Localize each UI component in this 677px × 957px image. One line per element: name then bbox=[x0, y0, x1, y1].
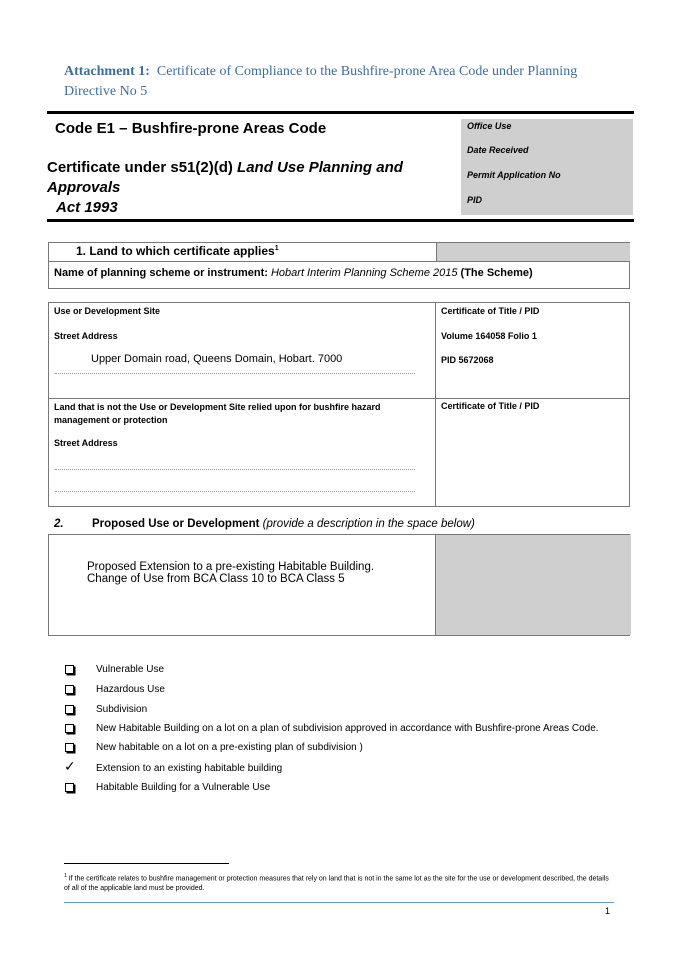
footer-rule bbox=[64, 902, 614, 903]
page-number: 1 bbox=[605, 906, 611, 916]
street-address-line bbox=[55, 373, 415, 374]
volume-folio-value: Volume 164058 Folio 1 bbox=[441, 331, 537, 341]
other-street-label: Street Address bbox=[54, 438, 118, 448]
checkbox-empty-icon[interactable] bbox=[65, 685, 74, 694]
pid-value: PID 5672068 bbox=[441, 355, 494, 365]
checkmark-icon[interactable]: ✓ bbox=[64, 758, 76, 774]
checklist-label: Hazardous Use bbox=[96, 684, 165, 695]
checkbox-empty-icon[interactable] bbox=[65, 665, 74, 674]
footnote bbox=[64, 871, 609, 894]
section2-line2: Change of Use from BCA Class 10 to BCA Class 5 bbox=[87, 573, 345, 585]
permit-application-label: Permit Application No bbox=[467, 170, 561, 180]
section2-hint: (provide a description in the space below) bbox=[262, 518, 475, 530]
section2-line1: Proposed Extension to a pre-existing Habitable Building. bbox=[87, 561, 375, 573]
cert-act-line2: Act 1993 bbox=[56, 199, 118, 216]
top-rule bbox=[47, 111, 634, 114]
office-pid-label: PID bbox=[467, 195, 483, 205]
section1-divider bbox=[49, 261, 629, 262]
site-row-divider bbox=[49, 398, 629, 399]
section1-col-divider bbox=[436, 243, 437, 261]
checkbox-empty-icon[interactable] bbox=[65, 783, 74, 792]
date-received-label: Date Received bbox=[467, 145, 529, 155]
office-use-title: Office Use bbox=[467, 121, 512, 131]
cert-act-line1: Land Use Planning and Approvals bbox=[47, 159, 403, 196]
certificate-title bbox=[47, 158, 452, 218]
checklist-item-hazardous-use[interactable] bbox=[64, 682, 664, 700]
other-street-line-1 bbox=[55, 469, 415, 470]
attachment-title: Certificate of Compliance to the Bushfire-prone Area Code under Planning Directive No 5 bbox=[64, 64, 578, 99]
street-address-label: Street Address bbox=[54, 331, 118, 341]
site-table bbox=[48, 302, 630, 507]
checklist-item-extension[interactable] bbox=[64, 758, 664, 779]
site-col-divider bbox=[435, 303, 436, 506]
street-address-value: Upper Domain road, Queens Domain, Hobart. 7000 bbox=[91, 353, 343, 365]
section2-box bbox=[48, 534, 630, 636]
section1-box bbox=[48, 242, 630, 289]
footnote-text: If the certificate relates to bushfire management or protection measures that rely on land that is not in the same lot as the site for the use or development described, the details of all of the applicable land must be provided. bbox=[64, 875, 609, 893]
section2-description bbox=[87, 561, 374, 585]
scheme-label: Name of planning scheme or instrument: bbox=[54, 267, 271, 279]
scheme-suffix: (The Scheme) bbox=[457, 267, 533, 279]
footnote-separator bbox=[64, 863, 229, 864]
checklist-label: Habitable Building for a Vulnerable Use bbox=[96, 782, 271, 793]
section1-shaded-cell bbox=[436, 243, 630, 261]
scheme-line bbox=[54, 267, 533, 279]
checklist-label: Vulnerable Use bbox=[96, 664, 165, 675]
checklist-label: Subdivision bbox=[96, 704, 148, 715]
section2-heading bbox=[54, 518, 475, 530]
scheme-name: Hobart Interim Planning Scheme 2015 bbox=[270, 267, 458, 279]
title-pid-label: Certificate of Title / PID bbox=[441, 306, 540, 316]
office-use-box bbox=[461, 119, 633, 215]
section1-heading bbox=[76, 244, 279, 258]
section2-title: Proposed Use or Development bbox=[92, 518, 260, 530]
checklist-item-new-habitable-subdivision[interactable] bbox=[64, 721, 664, 739]
checklist-item-vulnerable-use[interactable] bbox=[64, 662, 664, 680]
other-title-pid-label: Certificate of Title / PID bbox=[441, 401, 540, 411]
other-land-label: Land that is not the Use or Development Site relied upon for bushfire hazard management or protection bbox=[54, 402, 381, 425]
code-title: Code E1 – Bushfire-prone Areas Code bbox=[55, 120, 327, 137]
attachment-heading bbox=[64, 62, 624, 102]
checkbox-empty-icon[interactable] bbox=[65, 705, 74, 714]
checkbox-empty-icon[interactable] bbox=[65, 743, 74, 752]
checklist-label: Extension to an existing habitable building bbox=[96, 763, 283, 774]
section2-shaded-cell bbox=[435, 535, 631, 635]
checklist-item-subdivision[interactable] bbox=[64, 702, 664, 720]
section2-number: 2. bbox=[54, 518, 64, 530]
checklist-label: New Habitable Building on a lot on a plan of subdivision approved in accordance with Bushfire-prone Areas Code. bbox=[96, 723, 599, 734]
footnote-ref: 1 bbox=[274, 245, 279, 252]
footnote-number: 1 bbox=[64, 873, 67, 879]
checklist-label: New habitable on a lot on a pre-existing plan of subdivision ) bbox=[96, 742, 363, 753]
checklist-item-vulnerable-habitable[interactable] bbox=[64, 780, 664, 798]
section1-heading-text: 1. Land to which certificate applies bbox=[76, 244, 275, 258]
checklist-item-new-habitable-preexisting[interactable] bbox=[64, 740, 664, 758]
cert-prefix: Certificate under s51(2)(d) bbox=[47, 159, 238, 176]
header-bottom-rule bbox=[47, 219, 634, 222]
checkbox-empty-icon[interactable] bbox=[65, 724, 74, 733]
other-street-line-2 bbox=[55, 491, 415, 492]
use-site-label: Use or Development Site bbox=[54, 306, 161, 316]
attachment-label: Attachment 1: bbox=[64, 64, 150, 79]
